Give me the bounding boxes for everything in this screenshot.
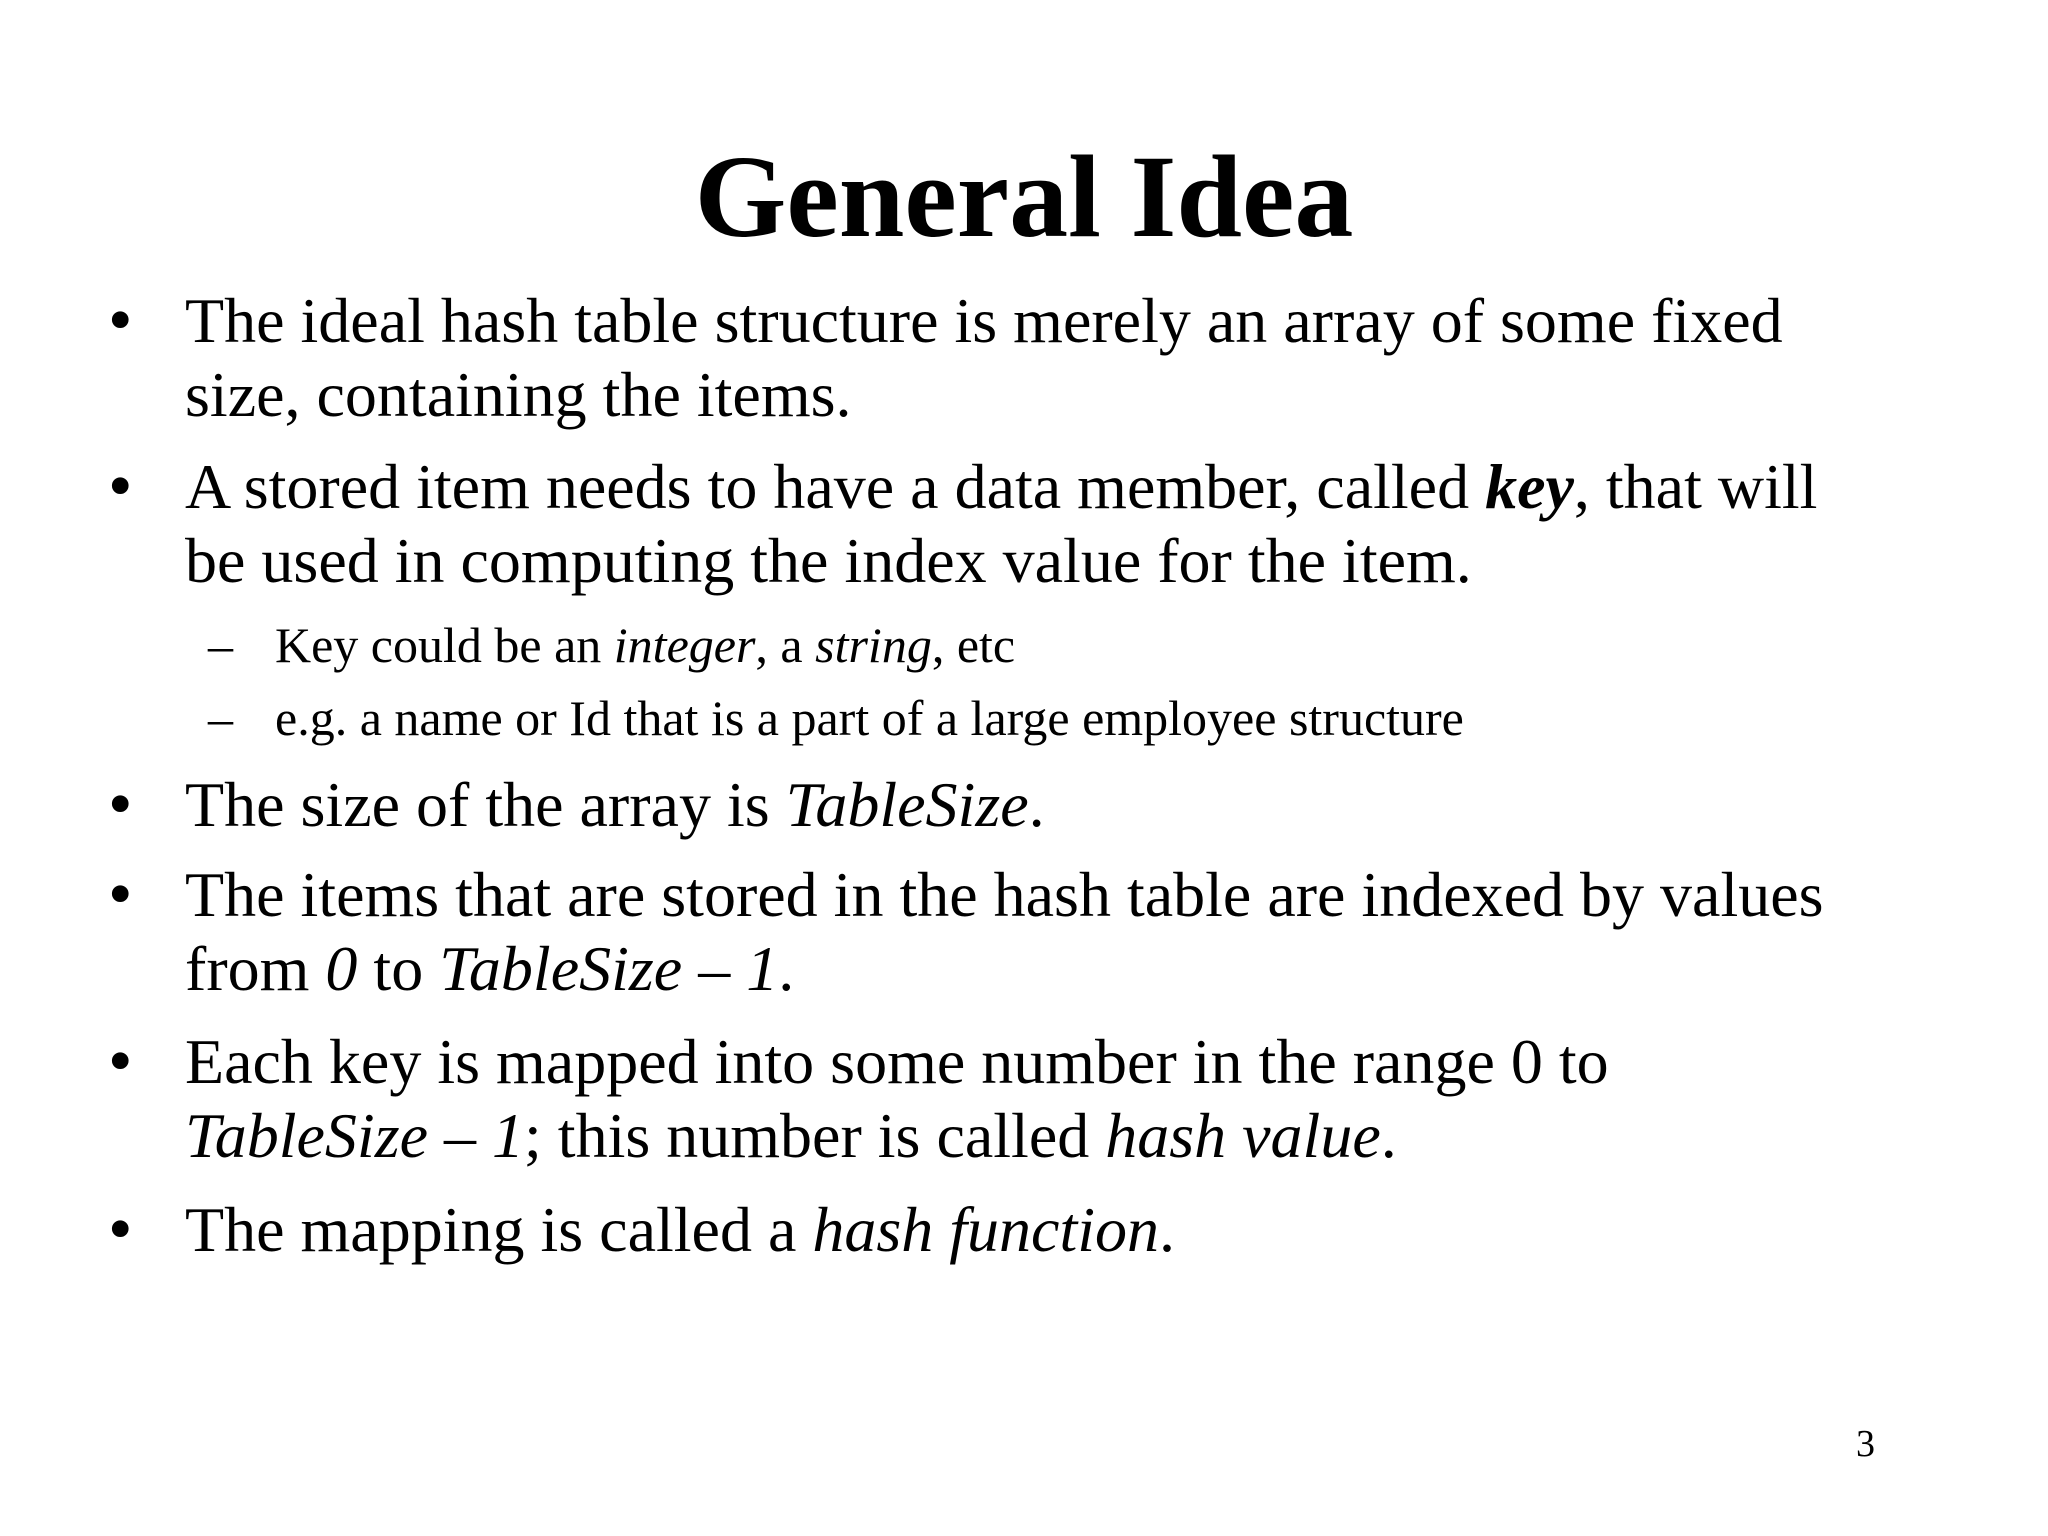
bullet-line [185, 1099, 1985, 1173]
bullet-line: The items that are stored in the hash table are indexed by values [185, 859, 1824, 930]
bullet-line: Each key is mapped into some number in the range 0 to [185, 1026, 1609, 1097]
text-run: . [1159, 1194, 1175, 1265]
key-term: key [1485, 451, 1574, 522]
italic-term: TableSize – 1 [185, 1100, 524, 1171]
bullet-marker: • [108, 448, 133, 525]
dash-marker: – [208, 617, 233, 673]
text-run: from [185, 933, 326, 1004]
italic-term: hash function [812, 1194, 1159, 1265]
text-run: . [1028, 769, 1045, 840]
sub-bullet-text: e.g. a name or Id that is a part of a large employee structure [275, 690, 1464, 746]
bullet-text [185, 768, 1985, 842]
text-run: A stored item needs to have a data member, called [185, 451, 1486, 522]
text-run: to [357, 933, 440, 1004]
text-run: , a [755, 617, 816, 673]
italic-term: 0 [325, 933, 358, 1004]
bullet-marker: • [108, 856, 133, 933]
text-run: , etc [931, 617, 1016, 673]
bullet-marker: • [108, 282, 133, 359]
bullet-text [185, 450, 1985, 598]
italic-term: integer [613, 617, 756, 673]
text-run: . [1380, 1100, 1397, 1171]
slide-title: General Idea [694, 131, 1354, 262]
bullet-line: size, containing the items. [185, 359, 852, 430]
text-run: ; this number is called [524, 1100, 1106, 1171]
italic-term: hash value [1105, 1100, 1381, 1171]
italic-term: TableSize – 1 [439, 933, 779, 1004]
italic-term: string [815, 617, 932, 673]
text-run: , that will [1573, 451, 1818, 522]
bullet-line [185, 932, 1985, 1006]
bullet-line: The ideal hash table structure is merely an array of some fixed [185, 285, 1783, 356]
bullet-marker: • [108, 1023, 133, 1100]
dash-marker: – [208, 690, 233, 746]
bullet-marker: • [108, 1191, 133, 1268]
bullet-text [185, 1193, 1985, 1267]
sub-bullet-text [275, 609, 1975, 681]
italic-term: TableSize [785, 769, 1029, 840]
text-run: . [778, 933, 795, 1004]
bullet-line: be used in computing the index value for the item. [185, 525, 1472, 596]
bullet-line [185, 450, 1985, 524]
bullet-text [185, 284, 1985, 432]
bullet-text [185, 1025, 1985, 1173]
bullet-text [185, 858, 1985, 1006]
text-run: The mapping is called a [185, 1194, 813, 1265]
page-number: 3 [1856, 1423, 1875, 1465]
text-run: The size of the array is [185, 769, 786, 840]
text-run: Key could be an [275, 617, 614, 673]
bullet-marker: • [108, 766, 133, 843]
